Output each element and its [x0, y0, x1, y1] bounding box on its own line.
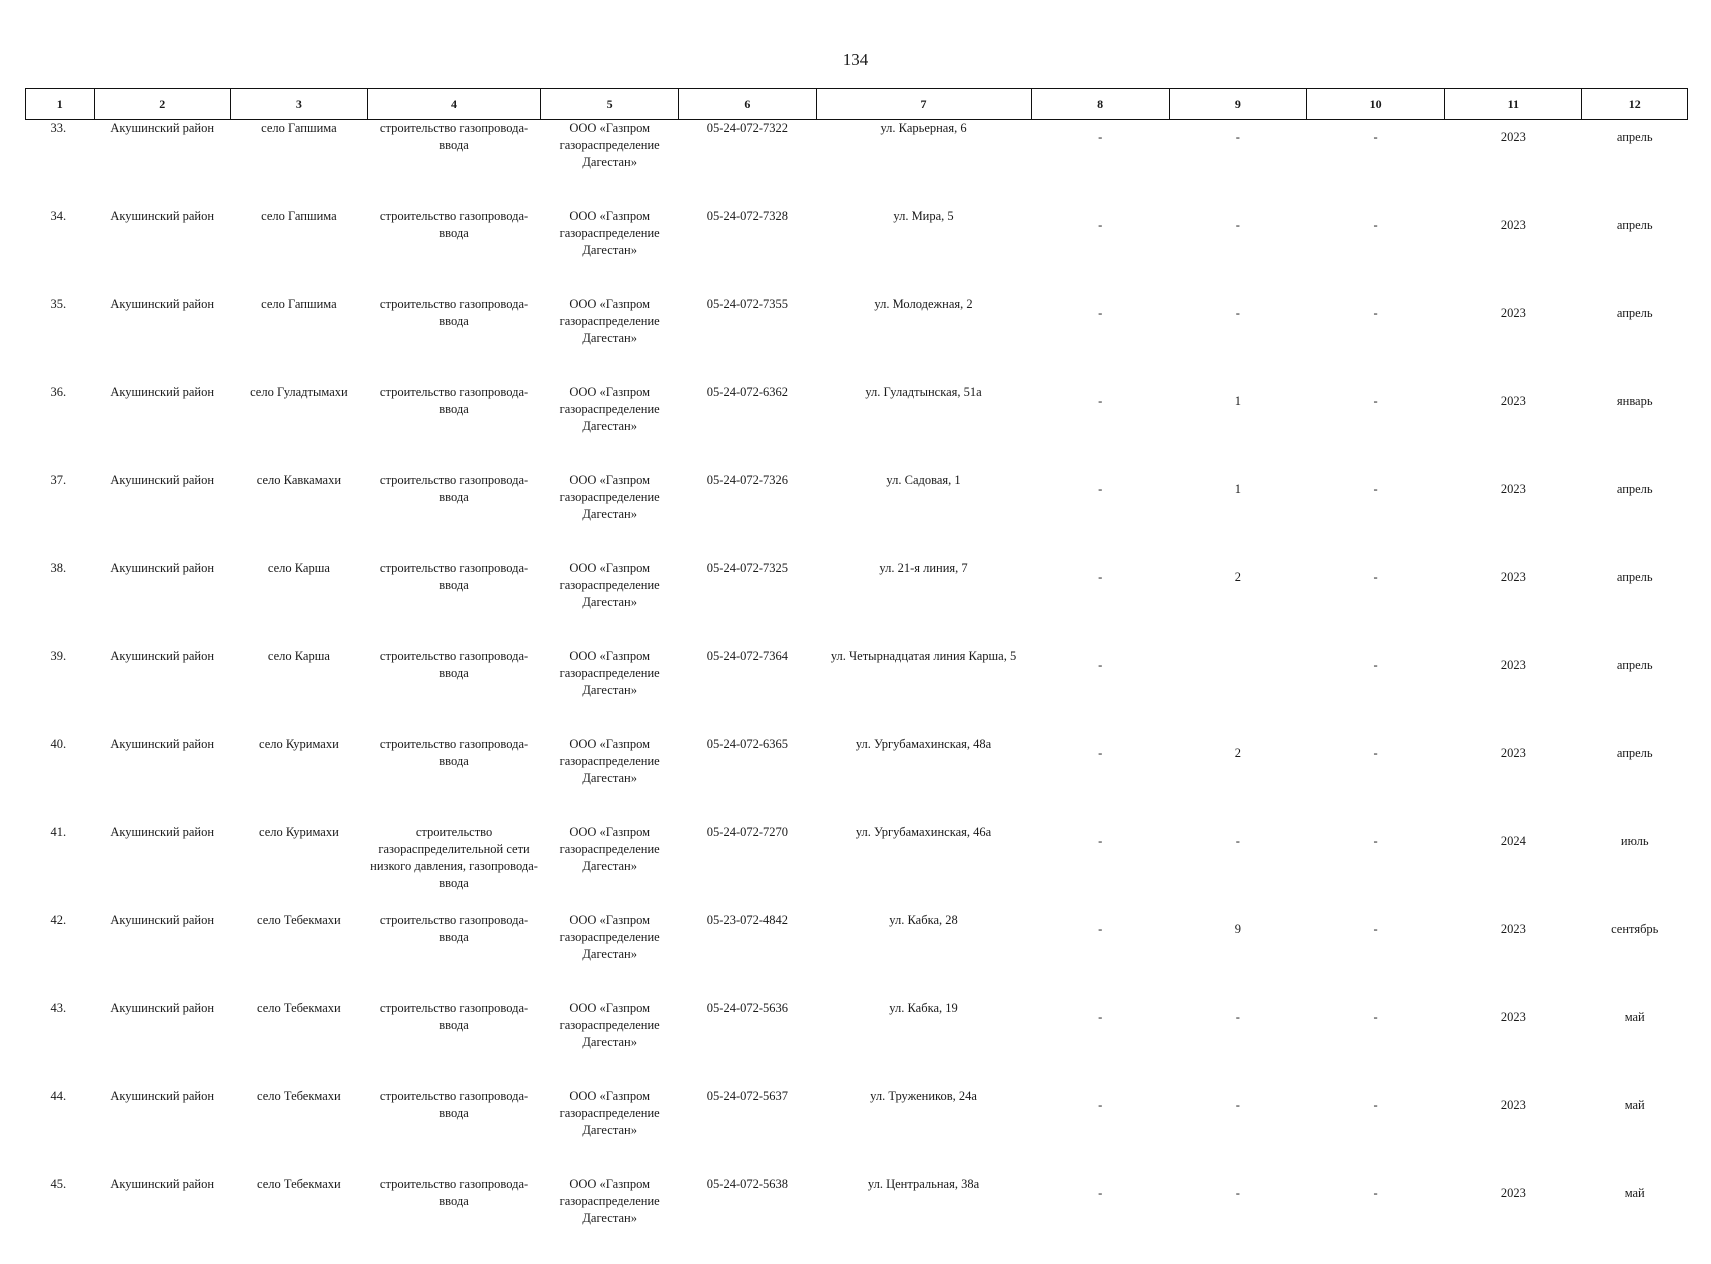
- year-cell: 2023: [1445, 912, 1582, 1000]
- work-type-cell: строительство газопровода-ввода: [368, 560, 541, 648]
- col9-cell: 1: [1169, 384, 1306, 472]
- row-number: 45.: [26, 1176, 95, 1264]
- month-cell: апрель: [1582, 560, 1688, 648]
- row-number: 35.: [26, 296, 95, 384]
- code-cell: 05-24-072-5636: [679, 1000, 816, 1088]
- locality-cell: село Гапшима: [230, 120, 367, 209]
- row-number: 36.: [26, 384, 95, 472]
- col9-cell: 2: [1169, 560, 1306, 648]
- row-number: 34.: [26, 208, 95, 296]
- month-cell: апрель: [1582, 648, 1688, 736]
- district-cell: Акушинский район: [94, 648, 230, 736]
- col8-cell: -: [1031, 1088, 1169, 1176]
- col9-cell: -: [1169, 296, 1306, 384]
- locality-cell: село Карша: [230, 648, 367, 736]
- table-row: [26, 824, 1688, 912]
- col9-cell: -: [1169, 208, 1306, 296]
- col8-cell: -: [1031, 208, 1169, 296]
- col10-cell: -: [1307, 384, 1445, 472]
- row-number: 39.: [26, 648, 95, 736]
- organization-cell: ООО «Газпром газораспределение Дагестан»: [541, 208, 679, 296]
- col8-cell: -: [1031, 472, 1169, 560]
- table-row: [26, 208, 1688, 296]
- row-number: 42.: [26, 912, 95, 1000]
- column-header: 5: [541, 89, 679, 120]
- year-cell: 2023: [1445, 296, 1582, 384]
- col8-cell: -: [1031, 384, 1169, 472]
- address-cell: ул. Центральная, 38а: [816, 1176, 1031, 1264]
- organization-cell: ООО «Газпром газораспределение Дагестан»: [541, 648, 679, 736]
- row-number: 44.: [26, 1088, 95, 1176]
- table-row: [26, 120, 1688, 209]
- table-row: [26, 560, 1688, 648]
- row-number: 38.: [26, 560, 95, 648]
- district-cell: Акушинский район: [94, 736, 230, 824]
- table-row: [26, 472, 1688, 560]
- col8-cell: -: [1031, 120, 1169, 209]
- address-cell: ул. Садовая, 1: [816, 472, 1031, 560]
- organization-cell: ООО «Газпром газораспределение Дагестан»: [541, 296, 679, 384]
- year-cell: 2023: [1445, 1088, 1582, 1176]
- address-cell: ул. Ургубамахинская, 48а: [816, 736, 1031, 824]
- work-type-cell: строительство газопровода-ввода: [368, 384, 541, 472]
- year-cell: 2023: [1445, 648, 1582, 736]
- column-header: 8: [1031, 89, 1169, 120]
- code-cell: 05-24-072-6365: [679, 736, 816, 824]
- row-number: 33.: [26, 120, 95, 209]
- row-number: 41.: [26, 824, 95, 912]
- work-type-cell: строительство газопровода-ввода: [368, 736, 541, 824]
- column-header: 10: [1307, 89, 1445, 120]
- column-header: 9: [1169, 89, 1306, 120]
- column-header: 6: [679, 89, 816, 120]
- month-cell: апрель: [1582, 120, 1688, 209]
- work-type-cell: строительство газопровода-ввода: [368, 472, 541, 560]
- month-cell: сентябрь: [1582, 912, 1688, 1000]
- code-cell: 05-24-072-5638: [679, 1176, 816, 1264]
- district-cell: Акушинский район: [94, 1000, 230, 1088]
- district-cell: Акушинский район: [94, 384, 230, 472]
- locality-cell: село Куримахи: [230, 736, 367, 824]
- column-header: 4: [368, 89, 541, 120]
- organization-cell: ООО «Газпром газораспределение Дагестан»: [541, 384, 679, 472]
- locality-cell: село Тебекмахи: [230, 1176, 367, 1264]
- col10-cell: -: [1307, 1000, 1445, 1088]
- code-cell: 05-24-072-5637: [679, 1088, 816, 1176]
- col10-cell: -: [1307, 120, 1445, 209]
- header-row: [26, 89, 1688, 120]
- col10-cell: -: [1307, 1176, 1445, 1264]
- col10-cell: -: [1307, 296, 1445, 384]
- month-cell: апрель: [1582, 472, 1688, 560]
- year-cell: 2023: [1445, 472, 1582, 560]
- work-type-cell: строительство газопровода-ввода: [368, 120, 541, 209]
- code-cell: 05-24-072-7355: [679, 296, 816, 384]
- district-cell: Акушинский район: [94, 824, 230, 912]
- column-header: 11: [1445, 89, 1582, 120]
- month-cell: май: [1582, 1000, 1688, 1088]
- work-type-cell: строительство газопровода-ввода: [368, 648, 541, 736]
- table-row: [26, 1088, 1688, 1176]
- address-cell: ул. Четырнадцатая линия Карша, 5: [816, 648, 1031, 736]
- organization-cell: ООО «Газпром газораспределение Дагестан»: [541, 1000, 679, 1088]
- col8-cell: -: [1031, 912, 1169, 1000]
- locality-cell: село Тебекмахи: [230, 1088, 367, 1176]
- row-number: 43.: [26, 1000, 95, 1088]
- col9-cell: -: [1169, 1000, 1306, 1088]
- address-cell: ул. Мира, 5: [816, 208, 1031, 296]
- work-type-cell: строительство газопровода-ввода: [368, 296, 541, 384]
- col9-cell: 2: [1169, 736, 1306, 824]
- month-cell: май: [1582, 1176, 1688, 1264]
- year-cell: 2023: [1445, 560, 1582, 648]
- organization-cell: ООО «Газпром газораспределение Дагестан»: [541, 472, 679, 560]
- row-number: 40.: [26, 736, 95, 824]
- col10-cell: -: [1307, 912, 1445, 1000]
- district-cell: Акушинский район: [94, 296, 230, 384]
- organization-cell: ООО «Газпром газораспределение Дагестан»: [541, 120, 679, 209]
- year-cell: 2023: [1445, 208, 1582, 296]
- page-number: 134: [0, 50, 1711, 70]
- address-cell: ул. Ургубамахинская, 46а: [816, 824, 1031, 912]
- locality-cell: село Карша: [230, 560, 367, 648]
- code-cell: 05-24-072-7364: [679, 648, 816, 736]
- col9-cell: 9: [1169, 912, 1306, 1000]
- table-row: [26, 384, 1688, 472]
- locality-cell: село Гуладтымахи: [230, 384, 367, 472]
- work-type-cell: строительство газораспределительной сети низкого давления, газопровода-ввода: [368, 824, 541, 912]
- month-cell: апрель: [1582, 296, 1688, 384]
- col9-cell: [1169, 648, 1306, 736]
- address-cell: ул. Молодежная, 2: [816, 296, 1031, 384]
- col10-cell: -: [1307, 1088, 1445, 1176]
- year-cell: 2023: [1445, 120, 1582, 209]
- registry-table: [25, 88, 1688, 1264]
- address-cell: ул. Кабка, 28: [816, 912, 1031, 1000]
- district-cell: Акушинский район: [94, 208, 230, 296]
- col9-cell: 1: [1169, 472, 1306, 560]
- col8-cell: -: [1031, 560, 1169, 648]
- address-cell: ул. Кабка, 19: [816, 1000, 1031, 1088]
- col10-cell: -: [1307, 824, 1445, 912]
- month-cell: январь: [1582, 384, 1688, 472]
- col10-cell: -: [1307, 560, 1445, 648]
- col10-cell: -: [1307, 736, 1445, 824]
- district-cell: Акушинский район: [94, 560, 230, 648]
- locality-cell: село Гапшима: [230, 296, 367, 384]
- table-row: [26, 1000, 1688, 1088]
- organization-cell: ООО «Газпром газораспределение Дагестан»: [541, 560, 679, 648]
- address-cell: ул. Карьерная, 6: [816, 120, 1031, 209]
- district-cell: Акушинский район: [94, 1176, 230, 1264]
- district-cell: Акушинский район: [94, 120, 230, 209]
- code-cell: 05-24-072-7322: [679, 120, 816, 209]
- table-row: [26, 1176, 1688, 1264]
- work-type-cell: строительство газопровода-ввода: [368, 1176, 541, 1264]
- locality-cell: село Тебекмахи: [230, 912, 367, 1000]
- locality-cell: село Кавкамахи: [230, 472, 367, 560]
- col8-cell: -: [1031, 648, 1169, 736]
- col10-cell: -: [1307, 208, 1445, 296]
- row-number: 37.: [26, 472, 95, 560]
- month-cell: май: [1582, 1088, 1688, 1176]
- col8-cell: -: [1031, 1000, 1169, 1088]
- col8-cell: -: [1031, 296, 1169, 384]
- code-cell: 05-24-072-7325: [679, 560, 816, 648]
- organization-cell: ООО «Газпром газораспределение Дагестан»: [541, 912, 679, 1000]
- code-cell: 05-24-072-6362: [679, 384, 816, 472]
- code-cell: 05-24-072-7270: [679, 824, 816, 912]
- col8-cell: -: [1031, 824, 1169, 912]
- col8-cell: -: [1031, 1176, 1169, 1264]
- col9-cell: -: [1169, 1176, 1306, 1264]
- month-cell: апрель: [1582, 208, 1688, 296]
- month-cell: июль: [1582, 824, 1688, 912]
- col8-cell: -: [1031, 736, 1169, 824]
- organization-cell: ООО «Газпром газораспределение Дагестан»: [541, 824, 679, 912]
- table-row: [26, 648, 1688, 736]
- year-cell: 2023: [1445, 1000, 1582, 1088]
- column-header: 3: [230, 89, 367, 120]
- code-cell: 05-23-072-4842: [679, 912, 816, 1000]
- col10-cell: -: [1307, 472, 1445, 560]
- year-cell: 2023: [1445, 1176, 1582, 1264]
- address-cell: ул. 21-я линия, 7: [816, 560, 1031, 648]
- month-cell: апрель: [1582, 736, 1688, 824]
- column-header: 2: [94, 89, 230, 120]
- address-cell: ул. Гуладтынская, 51а: [816, 384, 1031, 472]
- year-cell: 2023: [1445, 384, 1582, 472]
- organization-cell: ООО «Газпром газораспределение Дагестан»: [541, 1088, 679, 1176]
- col9-cell: -: [1169, 120, 1306, 209]
- work-type-cell: строительство газопровода-ввода: [368, 912, 541, 1000]
- col9-cell: -: [1169, 824, 1306, 912]
- col9-cell: -: [1169, 1088, 1306, 1176]
- column-header: 1: [26, 89, 95, 120]
- district-cell: Акушинский район: [94, 912, 230, 1000]
- column-header: 7: [816, 89, 1031, 120]
- table-row: [26, 736, 1688, 824]
- district-cell: Акушинский район: [94, 472, 230, 560]
- locality-cell: село Гапшима: [230, 208, 367, 296]
- work-type-cell: строительство газопровода-ввода: [368, 1088, 541, 1176]
- locality-cell: село Тебекмахи: [230, 1000, 367, 1088]
- code-cell: 05-24-072-7326: [679, 472, 816, 560]
- col10-cell: -: [1307, 648, 1445, 736]
- address-cell: ул. Тружеников, 24а: [816, 1088, 1031, 1176]
- year-cell: 2023: [1445, 736, 1582, 824]
- organization-cell: ООО «Газпром газораспределение Дагестан»: [541, 736, 679, 824]
- column-header: 12: [1582, 89, 1688, 120]
- table-body: [26, 120, 1688, 1264]
- table-header: [26, 89, 1688, 120]
- table-row: [26, 296, 1688, 384]
- work-type-cell: строительство газопровода-ввода: [368, 208, 541, 296]
- table-row: [26, 912, 1688, 1000]
- organization-cell: ООО «Газпром газораспределение Дагестан»: [541, 1176, 679, 1264]
- district-cell: Акушинский район: [94, 1088, 230, 1176]
- year-cell: 2024: [1445, 824, 1582, 912]
- code-cell: 05-24-072-7328: [679, 208, 816, 296]
- work-type-cell: строительство газопровода-ввода: [368, 1000, 541, 1088]
- locality-cell: село Куримахи: [230, 824, 367, 912]
